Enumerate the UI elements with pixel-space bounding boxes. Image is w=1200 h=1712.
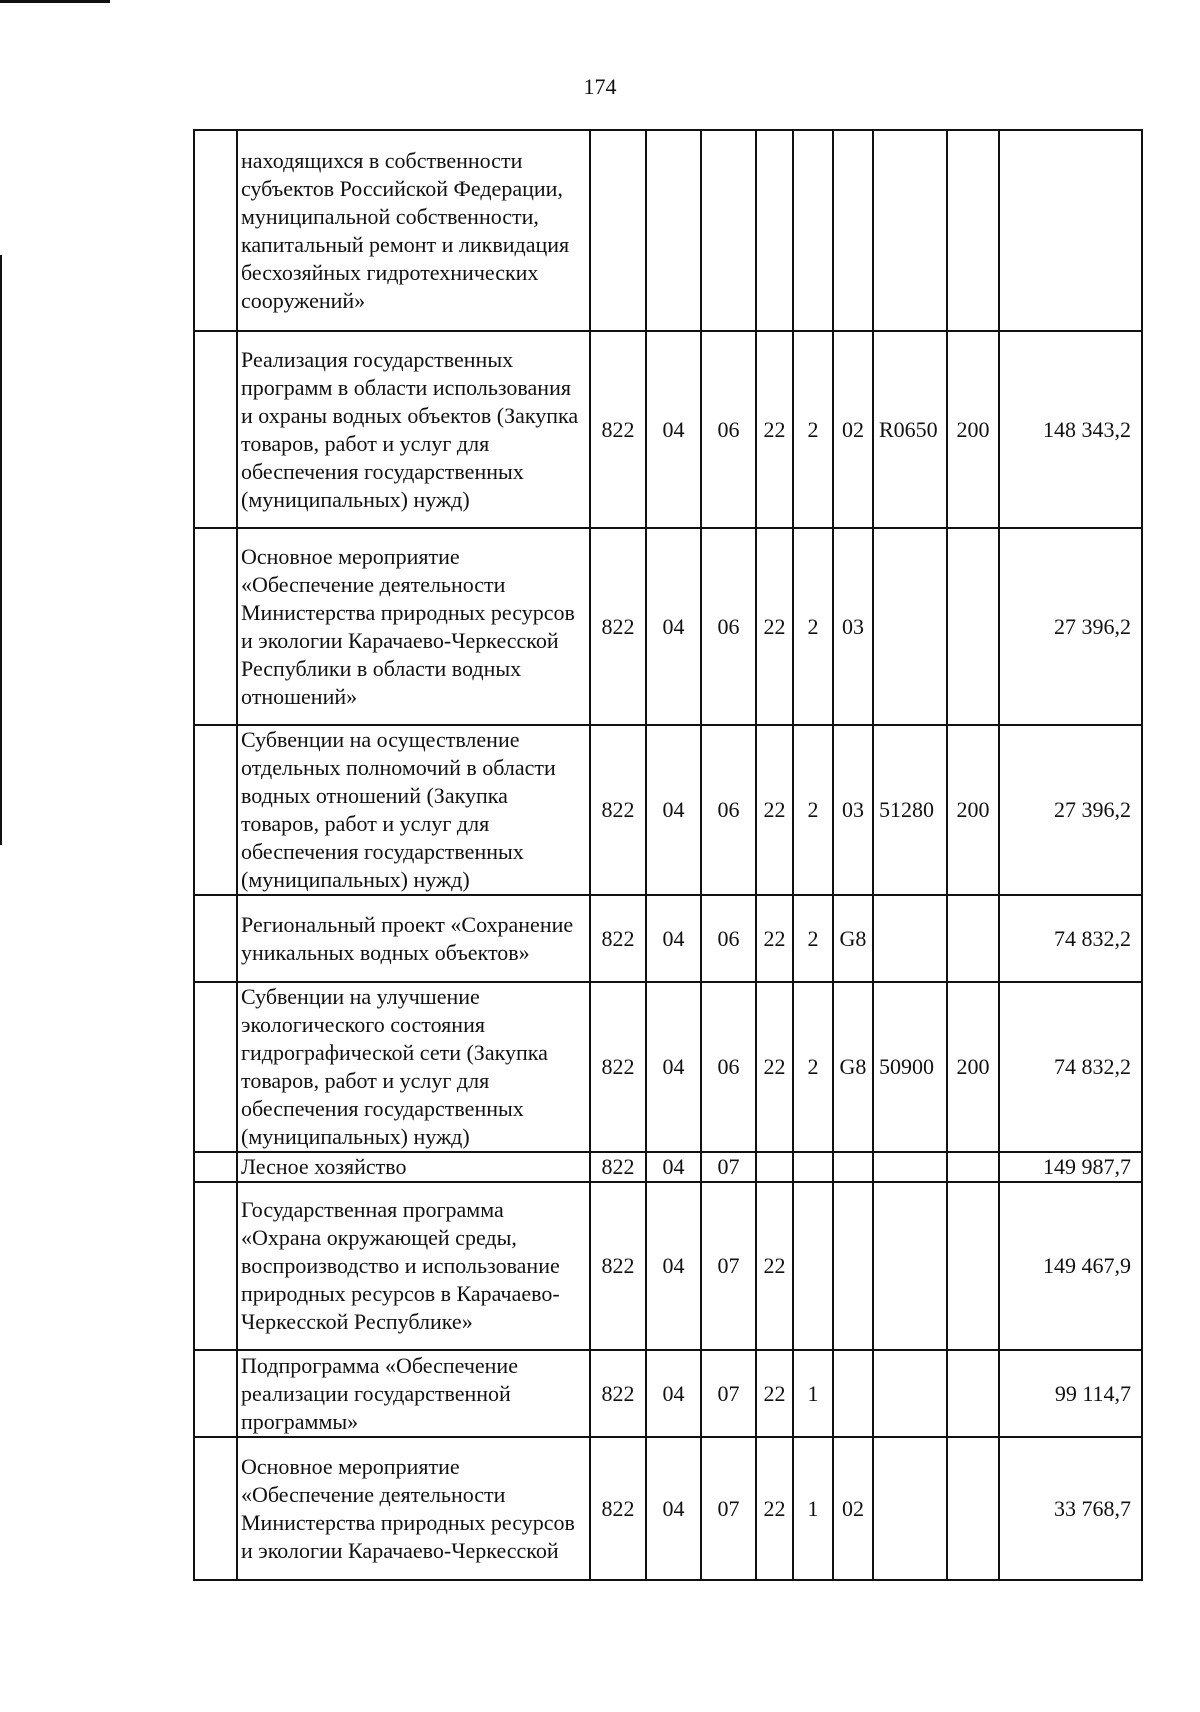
cell-row-number [194, 331, 237, 528]
page-number: 174 [583, 74, 617, 99]
cell-event: G8 [833, 895, 873, 982]
cell-subprogram [793, 1152, 833, 1182]
cell-target-article [873, 1152, 947, 1182]
cell-subprogram: 1 [793, 1437, 833, 1580]
table-row [194, 982, 1142, 1152]
cell-section: 04 [646, 1152, 701, 1182]
cell-program: 22 [756, 528, 793, 725]
cell-program: 22 [756, 895, 793, 982]
cell-program: 22 [756, 331, 793, 528]
cell-amount: 27 396,2 [999, 528, 1142, 725]
table-row [194, 1350, 1142, 1437]
cell-event: 03 [833, 725, 873, 895]
cell-subsection: 07 [701, 1152, 756, 1182]
cell-row-number [194, 1182, 237, 1350]
cell-section: 04 [646, 528, 701, 725]
cell-row-number [194, 725, 237, 895]
cell-subsection: 06 [701, 331, 756, 528]
cell-program: 22 [756, 1437, 793, 1580]
cell-expense-type [947, 895, 999, 982]
cell-target-article: 51280 [873, 725, 947, 895]
cell-program: 22 [756, 725, 793, 895]
cell-target-article [873, 1182, 947, 1350]
cell-grbs: 822 [590, 895, 646, 982]
cell-amount: 148 343,2 [999, 331, 1142, 528]
scan-edge-mark-left [0, 255, 2, 845]
table-row [194, 725, 1142, 895]
cell-name: Субвенции на осуществление отдельных полномочий в области водных отношений (Закупка товаров, работ и услуг для обеспечения государственных (муниципальных) нужд) [237, 725, 590, 895]
cell-grbs: 822 [590, 982, 646, 1152]
cell-target-article [873, 528, 947, 725]
cell-event: 03 [833, 528, 873, 725]
cell-amount: 149 987,7 [999, 1152, 1142, 1182]
cell-target-article [873, 895, 947, 982]
cell-subprogram: 2 [793, 528, 833, 725]
cell-section: 04 [646, 725, 701, 895]
cell-event: 02 [833, 1437, 873, 1580]
cell-grbs: 822 [590, 528, 646, 725]
cell-grbs: 822 [590, 331, 646, 528]
cell-subprogram: 2 [793, 895, 833, 982]
table-body [194, 130, 1142, 1580]
cell-section: 04 [646, 1182, 701, 1350]
cell-name: Государственная программа «Охрана окружающей среды, воспроизводство и использование природных ресурсов в Карачаево-Черкесской Республике» [237, 1182, 590, 1350]
cell-expense-type [947, 528, 999, 725]
cell-expense-type [947, 1182, 999, 1350]
cell-expense-type: 200 [947, 725, 999, 895]
cell-grbs: 822 [590, 1152, 646, 1182]
cell-event: G8 [833, 982, 873, 1152]
cell-amount: 33 768,7 [999, 1437, 1142, 1580]
table-row [194, 130, 1142, 331]
cell-row-number [194, 1437, 237, 1580]
cell-program [756, 1152, 793, 1182]
cell-row-number [194, 895, 237, 982]
table-row [194, 331, 1142, 528]
cell-amount: 74 832,2 [999, 982, 1142, 1152]
cell-section: 04 [646, 895, 701, 982]
cell-grbs [590, 130, 646, 331]
cell-expense-type [947, 1437, 999, 1580]
cell-row-number [194, 528, 237, 725]
cell-amount [999, 130, 1142, 331]
cell-expense-type [947, 130, 999, 331]
cell-name: Подпрограмма «Обеспечение реализации государственной программы» [237, 1350, 590, 1437]
cell-amount: 27 396,2 [999, 725, 1142, 895]
cell-expense-type: 200 [947, 331, 999, 528]
cell-row-number [194, 982, 237, 1152]
cell-event [833, 1350, 873, 1437]
cell-target-article [873, 1350, 947, 1437]
table-row [194, 528, 1142, 725]
cell-name: Реализация государственных программ в области использования и охраны водных объектов (Закупка товаров, работ и услуг для обеспечения государственных (муниципальных) нужд) [237, 331, 590, 528]
cell-section: 04 [646, 982, 701, 1152]
cell-target-article [873, 1437, 947, 1580]
cell-subsection: 07 [701, 1182, 756, 1350]
cell-expense-type [947, 1350, 999, 1437]
cell-expense-type [947, 1152, 999, 1182]
cell-section [646, 130, 701, 331]
cell-row-number [194, 1350, 237, 1437]
cell-row-number [194, 1152, 237, 1182]
cell-grbs: 822 [590, 1182, 646, 1350]
table-row [194, 1152, 1142, 1182]
cell-subprogram: 2 [793, 725, 833, 895]
cell-amount: 149 467,9 [999, 1182, 1142, 1350]
cell-subsection: 07 [701, 1437, 756, 1580]
table-row [194, 1182, 1142, 1350]
cell-target-article [873, 130, 947, 331]
cell-program: 22 [756, 1182, 793, 1350]
cell-subsection: 06 [701, 982, 756, 1152]
cell-amount: 74 832,2 [999, 895, 1142, 982]
cell-subsection: 07 [701, 1350, 756, 1437]
cell-target-article: 50900 [873, 982, 947, 1152]
cell-event [833, 130, 873, 331]
cell-subsection: 06 [701, 895, 756, 982]
cell-subprogram: 2 [793, 331, 833, 528]
cell-name: Основное мероприятие «Обеспечение деятельности Министерства природных ресурсов и экологии Карачаево-Черкесской Республики в области водных отношений» [237, 528, 590, 725]
table-row [194, 895, 1142, 982]
cell-program: 22 [756, 982, 793, 1152]
cell-expense-type: 200 [947, 982, 999, 1152]
cell-row-number [194, 130, 237, 331]
cell-name: Основное мероприятие «Обеспечение деятельности Министерства природных ресурсов и экологии Карачаево-Черкесской [237, 1437, 590, 1580]
cell-subsection [701, 130, 756, 331]
cell-section: 04 [646, 1437, 701, 1580]
cell-subsection: 06 [701, 528, 756, 725]
cell-subprogram: 1 [793, 1350, 833, 1437]
cell-section: 04 [646, 1350, 701, 1437]
cell-name: Субвенции на улучшение экологического состояния гидрографической сети (Закупка товаров, работ и услуг для обеспечения государственных (муниципальных) нужд) [237, 982, 590, 1152]
cell-name: Лесное хозяйство [237, 1152, 590, 1182]
cell-amount: 99 114,7 [999, 1350, 1142, 1437]
cell-program [756, 130, 793, 331]
table-row [194, 1437, 1142, 1580]
cell-name: находящихся в собственности субъектов Российской Федерации, муниципальной собственности, капитальный ремонт и ликвидация бесхозяйных гидротехнических сооружений» [237, 130, 590, 331]
budget-table [193, 129, 1143, 1581]
cell-event [833, 1182, 873, 1350]
cell-subprogram [793, 1182, 833, 1350]
cell-grbs: 822 [590, 1437, 646, 1580]
scan-edge-mark-top [0, 0, 110, 3]
cell-event [833, 1152, 873, 1182]
cell-program: 22 [756, 1350, 793, 1437]
cell-name: Региональный проект «Сохранение уникальных водных объектов» [237, 895, 590, 982]
cell-subsection: 06 [701, 725, 756, 895]
cell-target-article: R0650 [873, 331, 947, 528]
cell-grbs: 822 [590, 1350, 646, 1437]
cell-grbs: 822 [590, 725, 646, 895]
cell-event: 02 [833, 331, 873, 528]
cell-subprogram: 2 [793, 982, 833, 1152]
cell-subprogram [793, 130, 833, 331]
cell-section: 04 [646, 331, 701, 528]
